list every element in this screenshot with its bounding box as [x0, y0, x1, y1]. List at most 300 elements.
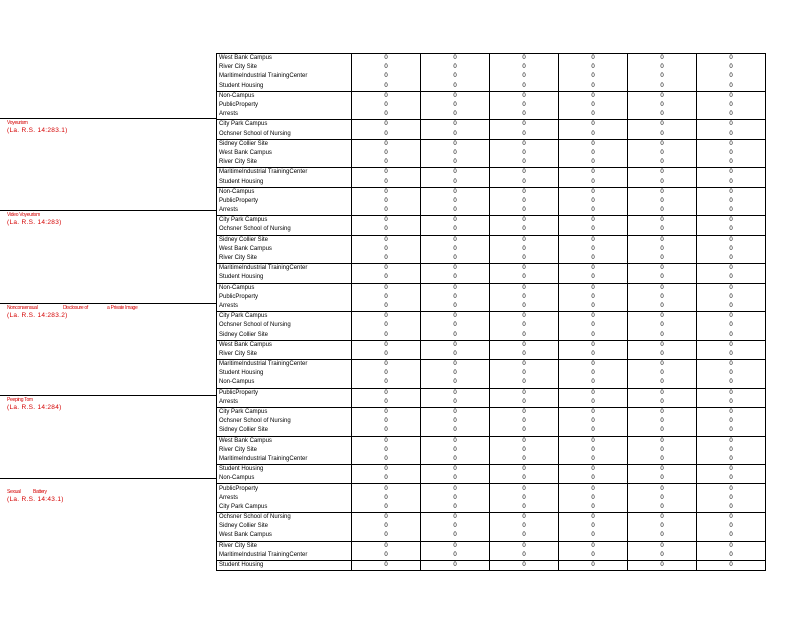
- count-cell: 0: [352, 91, 421, 101]
- count-cell: 0: [628, 264, 697, 274]
- count-cell: 0: [628, 283, 697, 293]
- count-cell: 0: [490, 110, 559, 120]
- location-cell: Student Housing: [217, 465, 352, 475]
- location-cell: Non-Campus: [217, 91, 352, 101]
- count-cell: 0: [352, 494, 421, 503]
- count-cell: 0: [421, 82, 490, 92]
- count-cell: 0: [490, 187, 559, 197]
- location-cell: PublicProperty: [217, 197, 352, 206]
- count-cell: 0: [697, 168, 766, 178]
- location-cell: Non-Campus: [217, 283, 352, 293]
- count-cell: 0: [559, 378, 628, 388]
- count-cell: 0: [559, 283, 628, 293]
- table-row: [217, 494, 766, 503]
- table-row: [217, 551, 766, 561]
- location-cell: Sidney Collier Site: [217, 522, 352, 531]
- count-cell: 0: [628, 494, 697, 503]
- count-cell: 0: [352, 503, 421, 513]
- count-cell: 0: [490, 388, 559, 398]
- count-cell: 0: [421, 465, 490, 475]
- table-row: [217, 340, 766, 350]
- count-cell: 0: [697, 417, 766, 426]
- table-row: [217, 72, 766, 81]
- count-cell: 0: [697, 465, 766, 475]
- count-cell: 0: [490, 531, 559, 541]
- count-cell: 0: [628, 139, 697, 149]
- count-cell: 0: [697, 293, 766, 302]
- count-cell: 0: [559, 522, 628, 531]
- location-cell: PublicProperty: [217, 293, 352, 302]
- table-row: [217, 531, 766, 541]
- count-cell: 0: [559, 503, 628, 513]
- count-cell: 0: [352, 283, 421, 293]
- count-cell: 0: [352, 254, 421, 264]
- count-cell: 0: [421, 235, 490, 245]
- count-cell: 0: [559, 120, 628, 130]
- count-cell: 0: [352, 177, 421, 187]
- count-cell: 0: [628, 235, 697, 245]
- table-row: [217, 513, 766, 523]
- count-cell: 0: [490, 321, 559, 330]
- count-cell: 0: [628, 330, 697, 340]
- count-cell: 0: [697, 235, 766, 245]
- count-cell: 0: [628, 388, 697, 398]
- table-row: [217, 139, 766, 149]
- table-row: [217, 254, 766, 264]
- table-row: [217, 465, 766, 475]
- table-row: [217, 187, 766, 197]
- table-row: [217, 330, 766, 340]
- table-row: [217, 484, 766, 494]
- count-cell: 0: [559, 187, 628, 197]
- count-cell: 0: [559, 216, 628, 226]
- count-cell: 0: [559, 541, 628, 551]
- table-row: [217, 216, 766, 226]
- location-cell: Sidney Collier Site: [217, 139, 352, 149]
- count-cell: 0: [559, 369, 628, 378]
- count-cell: 0: [421, 54, 490, 64]
- count-cell: 0: [559, 82, 628, 92]
- count-cell: 0: [352, 541, 421, 551]
- location-cell: PublicProperty: [217, 101, 352, 110]
- count-cell: 0: [628, 513, 697, 523]
- section-divider: [0, 303, 216, 304]
- count-cell: 0: [628, 158, 697, 168]
- offense-video-voyeurism: [7, 212, 207, 228]
- count-cell: 0: [352, 560, 421, 570]
- location-cell: City Park Campus: [217, 312, 352, 322]
- table-row: [217, 436, 766, 446]
- count-cell: 0: [559, 436, 628, 446]
- count-cell: 0: [352, 446, 421, 455]
- location-cell: Student Housing: [217, 273, 352, 283]
- count-cell: 0: [352, 139, 421, 149]
- count-cell: 0: [697, 360, 766, 370]
- count-cell: 0: [697, 388, 766, 398]
- count-cell: 0: [421, 187, 490, 197]
- count-cell: 0: [352, 474, 421, 484]
- count-cell: 0: [697, 426, 766, 436]
- count-cell: 0: [697, 187, 766, 197]
- count-cell: 0: [352, 321, 421, 330]
- location-cell: Arrests: [217, 302, 352, 312]
- count-cell: 0: [628, 82, 697, 92]
- count-cell: 0: [697, 340, 766, 350]
- count-cell: 0: [490, 302, 559, 312]
- count-cell: 0: [490, 177, 559, 187]
- table-row: [217, 388, 766, 398]
- count-cell: 0: [490, 273, 559, 283]
- table-row: [217, 264, 766, 274]
- count-cell: 0: [628, 531, 697, 541]
- location-cell: River City Site: [217, 350, 352, 360]
- count-cell: 0: [421, 436, 490, 446]
- location-cell: Student Housing: [217, 369, 352, 378]
- count-cell: 0: [490, 158, 559, 168]
- count-cell: 0: [490, 465, 559, 475]
- count-cell: 0: [490, 206, 559, 216]
- count-cell: 0: [490, 168, 559, 178]
- count-cell: 0: [421, 177, 490, 187]
- count-cell: 0: [421, 168, 490, 178]
- count-cell: 0: [697, 91, 766, 101]
- count-cell: 0: [352, 369, 421, 378]
- table-row: [217, 82, 766, 92]
- count-cell: 0: [559, 139, 628, 149]
- count-cell: 0: [421, 321, 490, 330]
- count-cell: 0: [697, 283, 766, 293]
- count-cell: 0: [352, 455, 421, 465]
- count-cell: 0: [490, 436, 559, 446]
- count-cell: 0: [352, 398, 421, 408]
- count-cell: 0: [421, 273, 490, 283]
- location-cell: Ochsner School of Nursing: [217, 225, 352, 235]
- offense-statute: (La. R.S. 14:283.1): [7, 127, 68, 134]
- count-cell: 0: [697, 494, 766, 503]
- count-cell: 0: [559, 206, 628, 216]
- count-cell: 0: [559, 177, 628, 187]
- count-cell: 0: [421, 330, 490, 340]
- count-cell: 0: [697, 225, 766, 235]
- count-cell: 0: [352, 101, 421, 110]
- count-cell: 0: [697, 350, 766, 360]
- count-cell: 0: [697, 216, 766, 226]
- count-cell: 0: [421, 63, 490, 72]
- count-cell: 0: [490, 139, 559, 149]
- count-cell: 0: [628, 350, 697, 360]
- count-cell: 0: [490, 120, 559, 130]
- count-cell: 0: [421, 340, 490, 350]
- count-cell: 0: [421, 541, 490, 551]
- count-cell: 0: [490, 82, 559, 92]
- count-cell: 0: [697, 398, 766, 408]
- count-cell: 0: [490, 254, 559, 264]
- location-cell: West Bank Campus: [217, 245, 352, 254]
- offense-sexual-battery: [7, 489, 207, 505]
- table-row: [217, 158, 766, 168]
- location-cell: West Bank Campus: [217, 436, 352, 446]
- count-cell: 0: [352, 158, 421, 168]
- count-cell: 0: [352, 120, 421, 130]
- count-cell: 0: [490, 101, 559, 110]
- count-cell: 0: [490, 330, 559, 340]
- count-cell: 0: [559, 398, 628, 408]
- offense-title: Sexual Battery: [7, 489, 47, 495]
- count-cell: 0: [628, 426, 697, 436]
- count-cell: 0: [697, 206, 766, 216]
- count-cell: 0: [628, 225, 697, 235]
- count-cell: 0: [352, 264, 421, 274]
- count-cell: 0: [421, 254, 490, 264]
- count-cell: 0: [421, 245, 490, 254]
- location-cell: MaritimeIndustrial TrainingCenter: [217, 455, 352, 465]
- table-row: [217, 54, 766, 64]
- count-cell: 0: [559, 455, 628, 465]
- count-cell: 0: [490, 216, 559, 226]
- location-cell: Arrests: [217, 206, 352, 216]
- offense-title: Peeping Tom: [7, 397, 33, 403]
- count-cell: 0: [490, 378, 559, 388]
- count-cell: 0: [628, 245, 697, 254]
- location-cell: Sidney Collier Site: [217, 235, 352, 245]
- count-cell: 0: [559, 350, 628, 360]
- location-cell: City Park Campus: [217, 503, 352, 513]
- count-cell: 0: [697, 139, 766, 149]
- table-row: [217, 446, 766, 455]
- table-row: [217, 130, 766, 140]
- count-cell: 0: [559, 484, 628, 494]
- table-row: [217, 273, 766, 283]
- table-row: [217, 91, 766, 101]
- count-cell: 0: [352, 312, 421, 322]
- location-cell: MaritimeIndustrial TrainingCenter: [217, 264, 352, 274]
- count-cell: 0: [490, 283, 559, 293]
- section-divider: [0, 118, 216, 119]
- count-cell: 0: [628, 273, 697, 283]
- count-cell: 0: [352, 531, 421, 541]
- count-cell: 0: [628, 149, 697, 158]
- count-cell: 0: [559, 225, 628, 235]
- table-row: [217, 245, 766, 254]
- location-cell: Student Housing: [217, 177, 352, 187]
- count-cell: 0: [697, 378, 766, 388]
- location-cell: MaritimeIndustrial TrainingCenter: [217, 72, 352, 81]
- count-cell: 0: [490, 426, 559, 436]
- count-cell: 0: [628, 340, 697, 350]
- table-row: [217, 455, 766, 465]
- count-cell: 0: [352, 187, 421, 197]
- count-cell: 0: [421, 350, 490, 360]
- location-cell: Arrests: [217, 494, 352, 503]
- location-cell: MaritimeIndustrial TrainingCenter: [217, 551, 352, 561]
- section-divider: [0, 395, 216, 396]
- count-cell: 0: [490, 513, 559, 523]
- offense-title: Nonconsensual Disclosure of a Private Image: [7, 305, 138, 311]
- count-cell: 0: [628, 302, 697, 312]
- count-cell: 0: [490, 455, 559, 465]
- count-cell: 0: [421, 130, 490, 140]
- location-cell: Student Housing: [217, 82, 352, 92]
- count-cell: 0: [559, 321, 628, 330]
- count-cell: 0: [697, 522, 766, 531]
- location-cell: River City Site: [217, 63, 352, 72]
- table-row: [217, 360, 766, 370]
- table-row: [217, 120, 766, 130]
- count-cell: 0: [490, 340, 559, 350]
- count-cell: 0: [697, 63, 766, 72]
- count-cell: 0: [490, 245, 559, 254]
- count-cell: 0: [490, 398, 559, 408]
- offense-voyeurism: [7, 120, 207, 136]
- count-cell: 0: [490, 149, 559, 158]
- offense-title: Video Voyeurism: [7, 212, 40, 218]
- count-cell: 0: [421, 378, 490, 388]
- location-cell: River City Site: [217, 254, 352, 264]
- count-cell: 0: [352, 302, 421, 312]
- count-cell: 0: [352, 216, 421, 226]
- table-row: [217, 197, 766, 206]
- count-cell: 0: [421, 312, 490, 322]
- count-cell: 0: [697, 158, 766, 168]
- count-cell: 0: [559, 560, 628, 570]
- count-cell: 0: [490, 91, 559, 101]
- table-row: [217, 225, 766, 235]
- count-cell: 0: [352, 436, 421, 446]
- location-cell: City Park Campus: [217, 407, 352, 417]
- location-cell: West Bank Campus: [217, 54, 352, 64]
- count-cell: 0: [352, 293, 421, 302]
- count-cell: 0: [559, 330, 628, 340]
- count-cell: 0: [628, 110, 697, 120]
- location-cell: PublicProperty: [217, 388, 352, 398]
- count-cell: 0: [352, 513, 421, 523]
- count-cell: 0: [628, 407, 697, 417]
- count-cell: 0: [352, 340, 421, 350]
- count-cell: 0: [352, 484, 421, 494]
- count-cell: 0: [628, 63, 697, 72]
- count-cell: 0: [628, 369, 697, 378]
- count-cell: 0: [559, 513, 628, 523]
- count-cell: 0: [421, 426, 490, 436]
- count-cell: 0: [490, 560, 559, 570]
- count-cell: 0: [352, 149, 421, 158]
- count-cell: 0: [421, 484, 490, 494]
- count-cell: 0: [421, 302, 490, 312]
- count-cell: 0: [697, 120, 766, 130]
- count-cell: 0: [697, 484, 766, 494]
- location-cell: Ochsner School of Nursing: [217, 130, 352, 140]
- count-cell: 0: [352, 426, 421, 436]
- location-cell: Arrests: [217, 398, 352, 408]
- count-cell: 0: [352, 522, 421, 531]
- location-cell: River City Site: [217, 158, 352, 168]
- count-cell: 0: [628, 216, 697, 226]
- count-cell: 0: [490, 63, 559, 72]
- count-cell: 0: [421, 91, 490, 101]
- table-row: [217, 417, 766, 426]
- count-cell: 0: [559, 254, 628, 264]
- count-cell: 0: [628, 398, 697, 408]
- count-cell: 0: [697, 264, 766, 274]
- count-cell: 0: [628, 130, 697, 140]
- count-cell: 0: [421, 417, 490, 426]
- count-cell: 0: [559, 235, 628, 245]
- count-cell: 0: [421, 494, 490, 503]
- count-cell: 0: [421, 560, 490, 570]
- count-cell: 0: [352, 378, 421, 388]
- count-cell: 0: [421, 216, 490, 226]
- table-row: [217, 235, 766, 245]
- count-cell: 0: [352, 110, 421, 120]
- count-cell: 0: [352, 360, 421, 370]
- crime-statistics-table: [216, 53, 766, 571]
- location-cell: River City Site: [217, 541, 352, 551]
- count-cell: 0: [352, 197, 421, 206]
- count-cell: 0: [421, 139, 490, 149]
- count-cell: 0: [628, 177, 697, 187]
- table-row: [217, 206, 766, 216]
- count-cell: 0: [628, 187, 697, 197]
- count-cell: 0: [490, 541, 559, 551]
- count-cell: 0: [697, 474, 766, 484]
- count-cell: 0: [559, 340, 628, 350]
- count-cell: 0: [559, 465, 628, 475]
- count-cell: 0: [421, 72, 490, 81]
- table-row: [217, 293, 766, 302]
- count-cell: 0: [697, 551, 766, 561]
- count-cell: 0: [352, 206, 421, 216]
- count-cell: 0: [490, 130, 559, 140]
- table-row: [217, 378, 766, 388]
- table-row: [217, 110, 766, 120]
- count-cell: 0: [490, 551, 559, 561]
- count-cell: 0: [697, 54, 766, 64]
- count-cell: 0: [559, 63, 628, 72]
- offense-statute: (La. R.S. 14:283): [7, 219, 62, 226]
- location-cell: MaritimeIndustrial TrainingCenter: [217, 168, 352, 178]
- count-cell: 0: [352, 330, 421, 340]
- count-cell: 0: [352, 273, 421, 283]
- count-cell: 0: [628, 321, 697, 330]
- count-cell: 0: [490, 369, 559, 378]
- count-cell: 0: [697, 455, 766, 465]
- table-row: [217, 398, 766, 408]
- offense-statute: (La. R.S. 14:43.1): [7, 496, 64, 503]
- table-row: [217, 149, 766, 158]
- count-cell: 0: [559, 54, 628, 64]
- count-cell: 0: [628, 522, 697, 531]
- count-cell: 0: [352, 54, 421, 64]
- location-cell: Non-Campus: [217, 378, 352, 388]
- table-row: [217, 560, 766, 570]
- count-cell: 0: [490, 474, 559, 484]
- count-cell: 0: [421, 293, 490, 302]
- count-cell: 0: [559, 360, 628, 370]
- count-cell: 0: [559, 426, 628, 436]
- location-cell: City Park Campus: [217, 120, 352, 130]
- offense-title: Voyeurism: [7, 120, 28, 126]
- table-row: [217, 101, 766, 110]
- count-cell: 0: [559, 245, 628, 254]
- count-cell: 0: [628, 293, 697, 302]
- count-cell: 0: [559, 302, 628, 312]
- count-cell: 0: [559, 293, 628, 302]
- count-cell: 0: [697, 436, 766, 446]
- count-cell: 0: [697, 446, 766, 455]
- count-cell: 0: [697, 321, 766, 330]
- count-cell: 0: [628, 101, 697, 110]
- count-cell: 0: [559, 101, 628, 110]
